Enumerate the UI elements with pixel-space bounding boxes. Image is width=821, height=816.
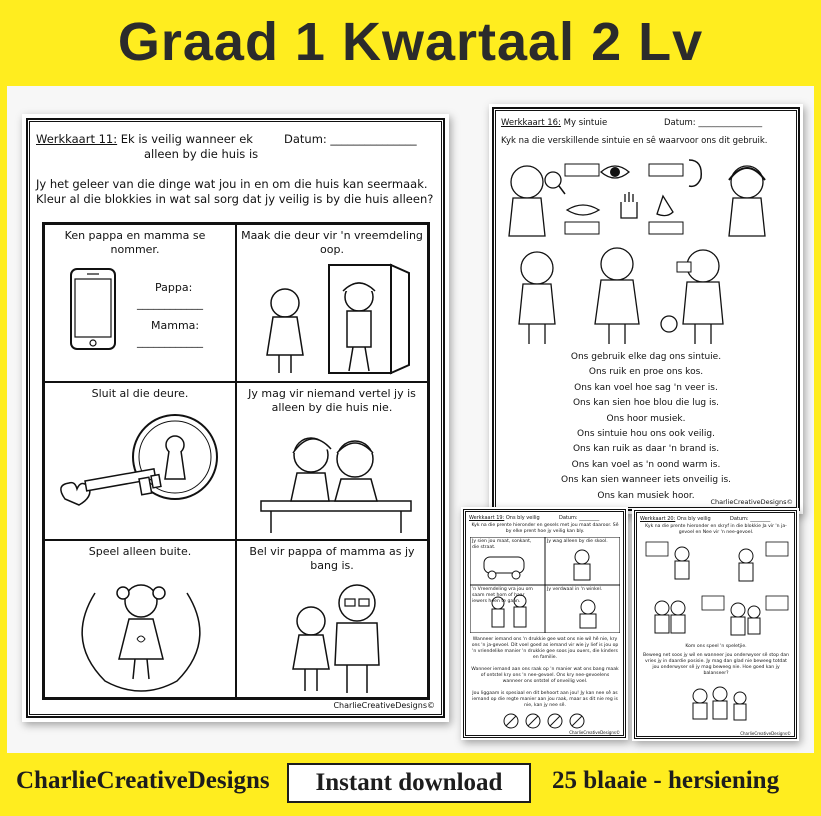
mamma-line: ____________ [137, 335, 203, 348]
cell-text: Jy mag vir niemand vertel jy is alleen by die huis nie. [248, 387, 416, 414]
text-line: Ons sintuie hou ons ook veilig. [577, 429, 715, 440]
cell-text: Maak die deur vir 'n vreemdeling oop. [241, 229, 423, 256]
activity-cell-phone-numbers[interactable] [44, 224, 236, 382]
banner-title: Graad 1 Kwartaal 2 Lv [117, 12, 704, 72]
child-and-parent-illustration [237, 541, 428, 698]
cell-text: Speel alleen buite. [88, 545, 192, 558]
worksheet-16 [489, 104, 803, 514]
worksheet-title-line-2: alleen by die huis is [144, 147, 259, 161]
cell-text: Bel vir pappa of mamma as jy bang is. [249, 545, 415, 572]
worksheet-title: Ons bly veilig [676, 516, 711, 522]
paragraph-3: Jou liggaam is spesiaal en dit behoort aan jou! Jy kan nee sê as iemand op die regte manier aan jou raak, maar as dit nie reg is nie, kan jy nee sê. [472, 691, 618, 708]
worksheet-label: Werkkaart 11: [36, 132, 118, 146]
worksheet-heading [640, 516, 711, 522]
activity-cell-tell-no-one[interactable] [236, 382, 428, 540]
scenario-4: Jy verdwaal in 'n winkel. [547, 587, 603, 592]
text-line: Ons hoor musiek. [606, 413, 686, 424]
worksheet-11 [22, 114, 449, 722]
safety-scenarios-grid [470, 537, 620, 633]
skipping-girl-illustration [45, 541, 236, 698]
worksheet-title-line-1: Ek is veilig wanneer ek [120, 132, 253, 146]
worksheet-label: Werkkaart 19: [469, 515, 505, 521]
worksheet-title: My sintuie [563, 118, 608, 128]
worksheet-intro: Jy het geleer van die dinge wat jou in en om die huis kan seermaak. Kleur al die blokkies in wat sal sorg dat jy veilig is by die huis alleen? [36, 177, 434, 206]
door-illustration [237, 225, 428, 382]
instant-download-button[interactable]: Instant download [287, 763, 531, 803]
text-line: Ons kan voel as 'n oond warm is. [571, 459, 721, 470]
text-line: Ons kan musiek hoor. [597, 490, 695, 501]
scenario-2: Jy wag alleen by die skool. [547, 539, 608, 544]
text-line: Ons ruik en proe ons kos. [588, 367, 704, 378]
senses-illustration [497, 152, 795, 348]
key-lock-icon [45, 383, 236, 540]
footer-bar [0, 757, 821, 816]
worksheet-heading [501, 118, 607, 128]
cell-text: Ken pappa en mamma se nommer. [64, 229, 206, 256]
brand-name: CharlieCreativeDesigns [16, 767, 270, 794]
activity-cell-lock-doors[interactable] [44, 382, 236, 540]
balance-kids-illustration [686, 684, 756, 730]
activity-cell-call-parents[interactable] [236, 540, 428, 698]
scenario-3: 'n Vreemdeling vra jou om saam met hom of haar iewers heen te gaan. [472, 587, 533, 604]
date-field: Datum: _______________ [284, 132, 417, 146]
text-line: Ons kan sien hoe blou die lug is. [572, 398, 720, 409]
text-line: Ons kan ruik as daar 'n brand is. [572, 444, 720, 455]
sheet-brand: CharlieCreativeDesigns© [710, 498, 793, 506]
worksheet-label: Werkkaart 16: [501, 118, 561, 128]
worksheet-intro: Kyk na die verskillende sintuie en sê waarvoor ons dit gebruik. [501, 136, 768, 146]
worksheet-label: Werkkaart 20: [640, 516, 676, 522]
text-line: Ons kan sien wanneer iets onveilig is. [561, 475, 731, 486]
activity-cell-play-outside[interactable] [44, 540, 236, 698]
worksheet-20 [632, 508, 799, 741]
mamma-label: Mamma: [151, 319, 200, 332]
worksheet-intro: Kyk na die prente hieronder en gesels met jou maat daaroor. Sê by elke prent hoe jy veilig kan bly. [471, 523, 619, 534]
text-line: Ons kan voel hoe sag 'n veer is. [574, 382, 718, 393]
scenario-1: Jy sien jou maat, sonkant, die straat. [472, 539, 532, 550]
children-whisper-illustration [237, 383, 428, 540]
date-field: Datum: ________ [559, 515, 600, 521]
worksheet-intro: Kyk na die prente hieronder en skryf in die blokkie Ja vir 'n ja-gevoel en Nee vir 'n nee-gevoel. [645, 524, 787, 535]
sheet-brand: CharlieCreativeDesigns© [569, 730, 620, 735]
paragraph-2: Wanneer iemand aan ons raak op 'n manier wat ons bang maak of ontstel kry ons 'n nee-gevoel. Ons kry nee-gevoelens wanneer ons ontstel of onveilig voel. [471, 667, 619, 684]
page-count-label: 25 blaaie - hersiening [552, 767, 780, 794]
cell-text: Sluit al die deure. [91, 387, 189, 400]
activity-grid [42, 222, 430, 700]
sheet-brand: CharlieCreativeDesigns© [740, 731, 791, 736]
feelings-illustrations [642, 538, 790, 638]
date-field: Datum: _______________ [664, 118, 763, 128]
activity-cell-open-door[interactable] [236, 224, 428, 382]
senses-text [499, 350, 793, 504]
text-line: Ons gebruik elke dag ons sintuie. [570, 352, 722, 362]
game-title: Kom ons speel 'n speletjie. [685, 644, 747, 649]
worksheet-19 [461, 507, 628, 740]
game-text: Beweeg net soos jy wil en wanneer jou onderwyser sê stop dan vries jy in daardie posisie. Jy mag dan glad nie beweeg totdat jou onderwyser sê jy mag beweeg nie. Hoe goed kan jy balanseer? [642, 653, 789, 676]
worksheet-title: Ons bly veilig [505, 515, 540, 521]
worksheet-heading [469, 515, 540, 521]
paragraph-1: Wanneer iemand ons 'n drukkie gee wat ons nie wil hê nie, kry ons 'n ja-gevoel. Dit voel goed as iemand vir wie jy lief is jou op 'n vriendelike manier 'n drukkie gee soos jou ouers, die kinders en familie. [471, 637, 619, 660]
pappa-line: ____________ [137, 297, 203, 310]
pappa-label: Pappa: [155, 281, 193, 294]
sheet-brand: CharlieCreativeDesigns© [333, 701, 435, 710]
no-sign-icons [503, 713, 587, 729]
date-field: Datum: ________ [730, 516, 771, 522]
